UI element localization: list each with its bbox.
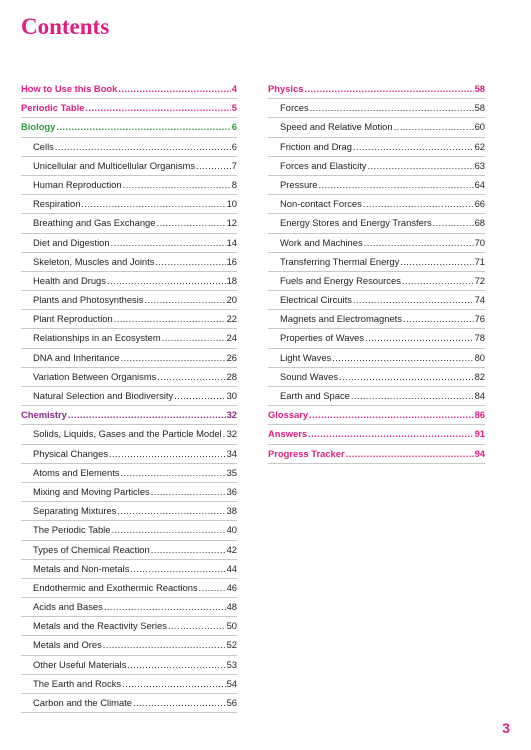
toc-topic-entry[interactable]	[21, 694, 237, 713]
toc-entry-label: Glossary	[268, 409, 309, 421]
toc-entry-label: Cells	[33, 140, 54, 152]
toc-entry-page: 62	[474, 140, 485, 152]
toc-topic-entry[interactable]	[21, 310, 237, 329]
toc-leader-dots	[107, 272, 226, 290]
toc-entry-label: Endothermic and Exothermic Reactions	[33, 581, 198, 593]
toc-leader-dots	[157, 368, 225, 386]
toc-section-entry[interactable]	[21, 406, 237, 425]
toc-entry-label: Plant Reproduction	[33, 313, 113, 325]
toc-topic-entry[interactable]	[21, 253, 237, 272]
toc-topic-entry[interactable]	[21, 445, 237, 464]
toc-entry-page: 91	[474, 428, 485, 440]
toc-leader-dots	[363, 195, 474, 213]
toc-leader-dots	[109, 445, 226, 463]
toc-leader-dots	[196, 157, 231, 175]
toc-entry-page: 46	[226, 581, 237, 593]
toc-topic-entry[interactable]	[268, 368, 485, 387]
toc-topic-entry[interactable]	[268, 272, 485, 291]
toc-leader-dots	[103, 636, 226, 654]
toc-entry-page: 30	[226, 390, 237, 401]
toc-entry-label: How to Use this Book	[21, 83, 118, 94]
toc-topic-entry[interactable]	[21, 368, 237, 387]
toc-leader-dots	[168, 617, 226, 635]
toc-topic-entry[interactable]	[268, 99, 485, 118]
toc-section-entry[interactable]	[21, 99, 237, 118]
toc-entry-label: Mixing and Moving Particles	[33, 485, 150, 497]
toc-entry-page: 28	[226, 370, 237, 382]
toc-leader-dots	[85, 99, 230, 117]
toc-topic-entry[interactable]	[268, 195, 485, 214]
toc-entry-label: Properties of Waves	[280, 332, 365, 344]
toc-entry-label: Respiration	[33, 198, 81, 210]
toc-entry-label: Breathing and Gas Exchange	[33, 217, 156, 229]
toc-entry-label: Natural Selection and Biodiversity	[33, 390, 174, 401]
toc-leader-dots	[339, 368, 474, 386]
toc-leader-dots	[155, 253, 225, 271]
toc-topic-entry[interactable]	[268, 157, 485, 176]
toc-entry-page: 50	[226, 620, 237, 632]
toc-entry-page: 18	[226, 274, 237, 286]
toc-topic-entry[interactable]	[21, 598, 237, 617]
toc-leader-dots	[55, 138, 231, 156]
toc-entry-page: 5	[231, 102, 237, 114]
toc-section-entry[interactable]	[268, 425, 485, 444]
toc-entry-page: 20	[226, 294, 237, 306]
toc-entry-page: 58	[474, 83, 485, 94]
toc-entry-label: Friction and Drag	[280, 140, 352, 152]
toc-entry-label: DNA and Inheritance	[33, 351, 120, 363]
toc-entry-label: Fuels and Energy Resources	[280, 274, 401, 286]
toc-entry-page: 58	[474, 102, 485, 114]
toc-entry-label: Other Useful Materials	[33, 658, 127, 670]
toc-topic-entry[interactable]	[21, 291, 237, 310]
toc-entry-label: Work and Machines	[280, 236, 363, 248]
toc-section-entry[interactable]	[268, 445, 485, 464]
toc-entry-page: 26	[226, 351, 237, 363]
toc-leader-dots	[151, 483, 226, 501]
toc-leader-dots	[127, 656, 225, 674]
toc-entry-label: Light Waves	[280, 351, 332, 363]
toc-entry-page: 78	[474, 332, 485, 344]
toc-topic-entry[interactable]	[268, 118, 485, 137]
toc-leader-dots	[353, 138, 474, 156]
toc-topic-entry[interactable]	[268, 138, 485, 157]
toc-topic-entry[interactable]	[268, 387, 485, 406]
toc-topic-entry[interactable]	[21, 521, 237, 540]
toc-entry-label: Forces	[280, 102, 309, 114]
toc-leader-dots	[121, 349, 226, 367]
toc-topic-entry[interactable]	[21, 425, 237, 444]
toc-leader-dots	[122, 675, 225, 693]
toc-entry-label: Earth and Space	[280, 390, 350, 401]
toc-topic-entry[interactable]	[268, 329, 485, 348]
toc-topic-entry[interactable]	[268, 291, 485, 310]
toc-entry-page: 35	[226, 466, 237, 478]
toc-leader-dots	[68, 406, 226, 424]
toc-entry-label: Solids, Liquids, Gases and the Particle Model	[33, 428, 222, 440]
toc-entry-page: 6	[231, 121, 237, 133]
toc-leader-dots	[123, 176, 231, 194]
toc-entry-label: Diet and Digestion	[33, 236, 110, 248]
toc-topic-entry[interactable]	[21, 541, 237, 560]
toc-entry-label: Health and Drugs	[33, 274, 106, 286]
toc-entry-label: Plants and Photosynthesis	[33, 294, 144, 306]
toc-section-entry[interactable]	[268, 80, 485, 99]
toc-entry-label: Physics	[268, 83, 304, 94]
toc-topic-entry[interactable]	[21, 234, 237, 253]
toc-entry-label: Energy Stores and Energy Transfers	[280, 217, 432, 229]
toc-entry-label: Answers	[268, 428, 308, 440]
toc-entry-label: Types of Chemical Reaction	[33, 543, 150, 555]
toc-topic-entry[interactable]	[21, 464, 237, 483]
toc-topic-entry[interactable]	[268, 310, 485, 329]
toc-entry-page: 10	[226, 198, 237, 210]
toc-entry-label: Chemistry	[21, 409, 67, 421]
toc-leader-dots	[162, 329, 226, 347]
toc-leader-dots	[364, 234, 474, 252]
toc-topic-entry[interactable]	[21, 483, 237, 502]
toc-topic-entry[interactable]	[21, 157, 237, 176]
toc-topic-entry[interactable]	[21, 617, 237, 636]
toc-leader-dots	[81, 195, 225, 213]
toc-entry-page: 16	[226, 255, 237, 267]
toc-leader-dots	[394, 118, 474, 136]
toc-entry-page: 52	[226, 639, 237, 651]
toc-section-entry[interactable]	[268, 406, 485, 425]
toc-entry-page: 44	[226, 562, 237, 574]
toc-entry-page: 8	[231, 178, 237, 190]
toc-entry-label: Unicellular and Multicellular Organisms	[33, 159, 196, 171]
toc-leader-dots	[117, 502, 225, 520]
toc-entry-label: Atoms and Elements	[33, 466, 120, 478]
toc-entry-label: Physical Changes	[33, 447, 109, 459]
contents-left-column	[21, 80, 237, 713]
page-title: Contents	[21, 14, 110, 39]
toc-entry-label: Sound Waves	[280, 370, 339, 382]
toc-entry-page: 4	[231, 83, 237, 94]
toc-entry-label: Transferring Thermal Energy	[280, 255, 400, 267]
toc-leader-dots	[400, 253, 473, 271]
toc-topic-entry[interactable]	[21, 387, 237, 406]
toc-entry-page: 60	[474, 121, 485, 133]
toc-entry-label: Biology	[21, 121, 56, 133]
toc-leader-dots	[133, 694, 226, 712]
toc-entry-label: Acids and Bases	[33, 601, 103, 613]
toc-entry-page: 70	[474, 236, 485, 248]
toc-entry-page: 34	[226, 447, 237, 459]
toc-entry-page: 68	[474, 217, 485, 229]
toc-leader-dots	[402, 272, 474, 290]
toc-topic-entry[interactable]	[21, 675, 237, 694]
toc-leader-dots	[309, 406, 473, 424]
toc-entry-page: 71	[474, 255, 485, 267]
toc-entry-page: 86	[474, 409, 485, 421]
toc-leader-dots	[304, 80, 473, 98]
toc-leader-dots	[310, 99, 474, 117]
toc-entry-page: 66	[474, 198, 485, 210]
toc-leader-dots	[104, 598, 226, 616]
toc-entry-page: 7	[231, 159, 237, 171]
toc-entry-label: Magnets and Electromagnets	[280, 313, 402, 325]
toc-entry-page: 64	[474, 178, 485, 190]
toc-topic-entry[interactable]	[21, 138, 237, 157]
toc-entry-page: 22	[226, 313, 237, 325]
contents-right-column	[268, 80, 485, 464]
toc-entry-label: The Earth and Rocks	[33, 677, 122, 689]
toc-entry-label: Carbon and the Climate	[33, 697, 133, 708]
toc-entry-label: Metals and the Reactivity Series	[33, 620, 167, 632]
toc-leader-dots	[151, 541, 226, 559]
toc-leader-dots	[353, 291, 474, 309]
toc-entry-label: Forces and Elasticity	[280, 159, 367, 171]
toc-entry-label: Non-contact Forces	[280, 198, 362, 210]
toc-entry-label: Relationships in an Ecosystem	[33, 332, 161, 344]
toc-topic-entry[interactable]	[21, 195, 237, 214]
toc-leader-dots	[332, 349, 473, 367]
toc-leader-dots	[346, 445, 474, 463]
toc-leader-dots	[111, 234, 226, 252]
toc-entry-page: 40	[226, 524, 237, 536]
toc-entry-page: 14	[226, 236, 237, 248]
toc-topic-entry[interactable]	[21, 329, 237, 348]
toc-section-entry[interactable]	[21, 80, 237, 99]
toc-leader-dots	[308, 425, 473, 443]
toc-entry-page: 24	[226, 332, 237, 344]
toc-leader-dots	[111, 521, 225, 539]
toc-entry-page: 94	[474, 447, 485, 459]
toc-entry-page: 72	[474, 274, 485, 286]
toc-entry-page: 36	[226, 485, 237, 497]
toc-entry-page: 53	[226, 658, 237, 670]
toc-entry-page: 54	[226, 677, 237, 689]
toc-topic-entry[interactable]	[21, 349, 237, 368]
toc-topic-entry[interactable]	[21, 272, 237, 291]
toc-entry-page: 32	[226, 409, 237, 421]
toc-entry-page: 84	[474, 390, 485, 401]
toc-topic-entry[interactable]	[268, 176, 485, 195]
toc-leader-dots	[174, 387, 225, 405]
toc-entry-label: Metals and Non-metals	[33, 562, 130, 574]
toc-entry-label: Human Reproduction	[33, 178, 122, 190]
toc-entry-label: The Periodic Table	[33, 524, 111, 536]
toc-leader-dots	[199, 579, 226, 597]
toc-leader-dots	[156, 214, 225, 232]
toc-entry-label: Variation Between Organisms	[33, 370, 157, 382]
toc-leader-dots	[145, 291, 226, 309]
toc-entry-label: Metals and Ores	[33, 639, 102, 651]
toc-topic-entry[interactable]	[21, 656, 237, 675]
toc-topic-entry[interactable]	[21, 214, 237, 233]
toc-topic-entry[interactable]	[268, 234, 485, 253]
toc-leader-dots	[118, 80, 230, 98]
toc-leader-dots	[403, 310, 474, 328]
toc-section-entry[interactable]	[21, 118, 237, 137]
toc-leader-dots	[433, 214, 474, 232]
toc-entry-label: Electrical Circuits	[280, 294, 352, 306]
toc-topic-entry[interactable]	[21, 579, 237, 598]
toc-entry-page: 48	[226, 601, 237, 613]
toc-entry-page: 38	[226, 505, 237, 517]
toc-leader-dots	[365, 329, 474, 347]
toc-leader-dots	[130, 560, 225, 578]
toc-entry-page: 6	[231, 140, 237, 152]
toc-topic-entry[interactable]	[21, 636, 237, 655]
toc-leader-dots	[114, 310, 226, 328]
toc-topic-entry[interactable]	[21, 176, 237, 195]
toc-leader-dots	[319, 176, 474, 194]
toc-topic-entry[interactable]	[268, 214, 485, 233]
toc-topic-entry[interactable]	[268, 253, 485, 272]
toc-entry-label: Periodic Table	[21, 102, 85, 114]
toc-leader-dots	[351, 387, 474, 405]
toc-topic-entry[interactable]	[21, 502, 237, 521]
toc-entry-page: 76	[474, 313, 485, 325]
toc-leader-dots	[56, 118, 230, 136]
toc-entry-label: Separating Mixtures	[33, 505, 117, 517]
toc-entry-label: Speed and Relative Motion	[280, 121, 393, 133]
toc-entry-page: 63	[474, 159, 485, 171]
toc-topic-entry[interactable]	[21, 560, 237, 579]
page-number: 3	[502, 720, 510, 736]
toc-topic-entry[interactable]	[268, 349, 485, 368]
toc-entry-page: 32	[226, 428, 237, 440]
toc-leader-dots	[223, 425, 226, 443]
toc-leader-dots	[368, 157, 474, 175]
toc-entry-page: 56	[226, 697, 237, 708]
toc-entry-label: Progress Tracker	[268, 447, 345, 459]
toc-entry-page: 80	[474, 351, 485, 363]
toc-entry-label: Skeleton, Muscles and Joints	[33, 255, 155, 267]
toc-entry-page: 74	[474, 294, 485, 306]
toc-entry-page: 12	[226, 217, 237, 229]
toc-entry-page: 42	[226, 543, 237, 555]
toc-entry-page: 82	[474, 370, 485, 382]
toc-entry-label: Pressure	[280, 178, 318, 190]
toc-leader-dots	[121, 464, 226, 482]
